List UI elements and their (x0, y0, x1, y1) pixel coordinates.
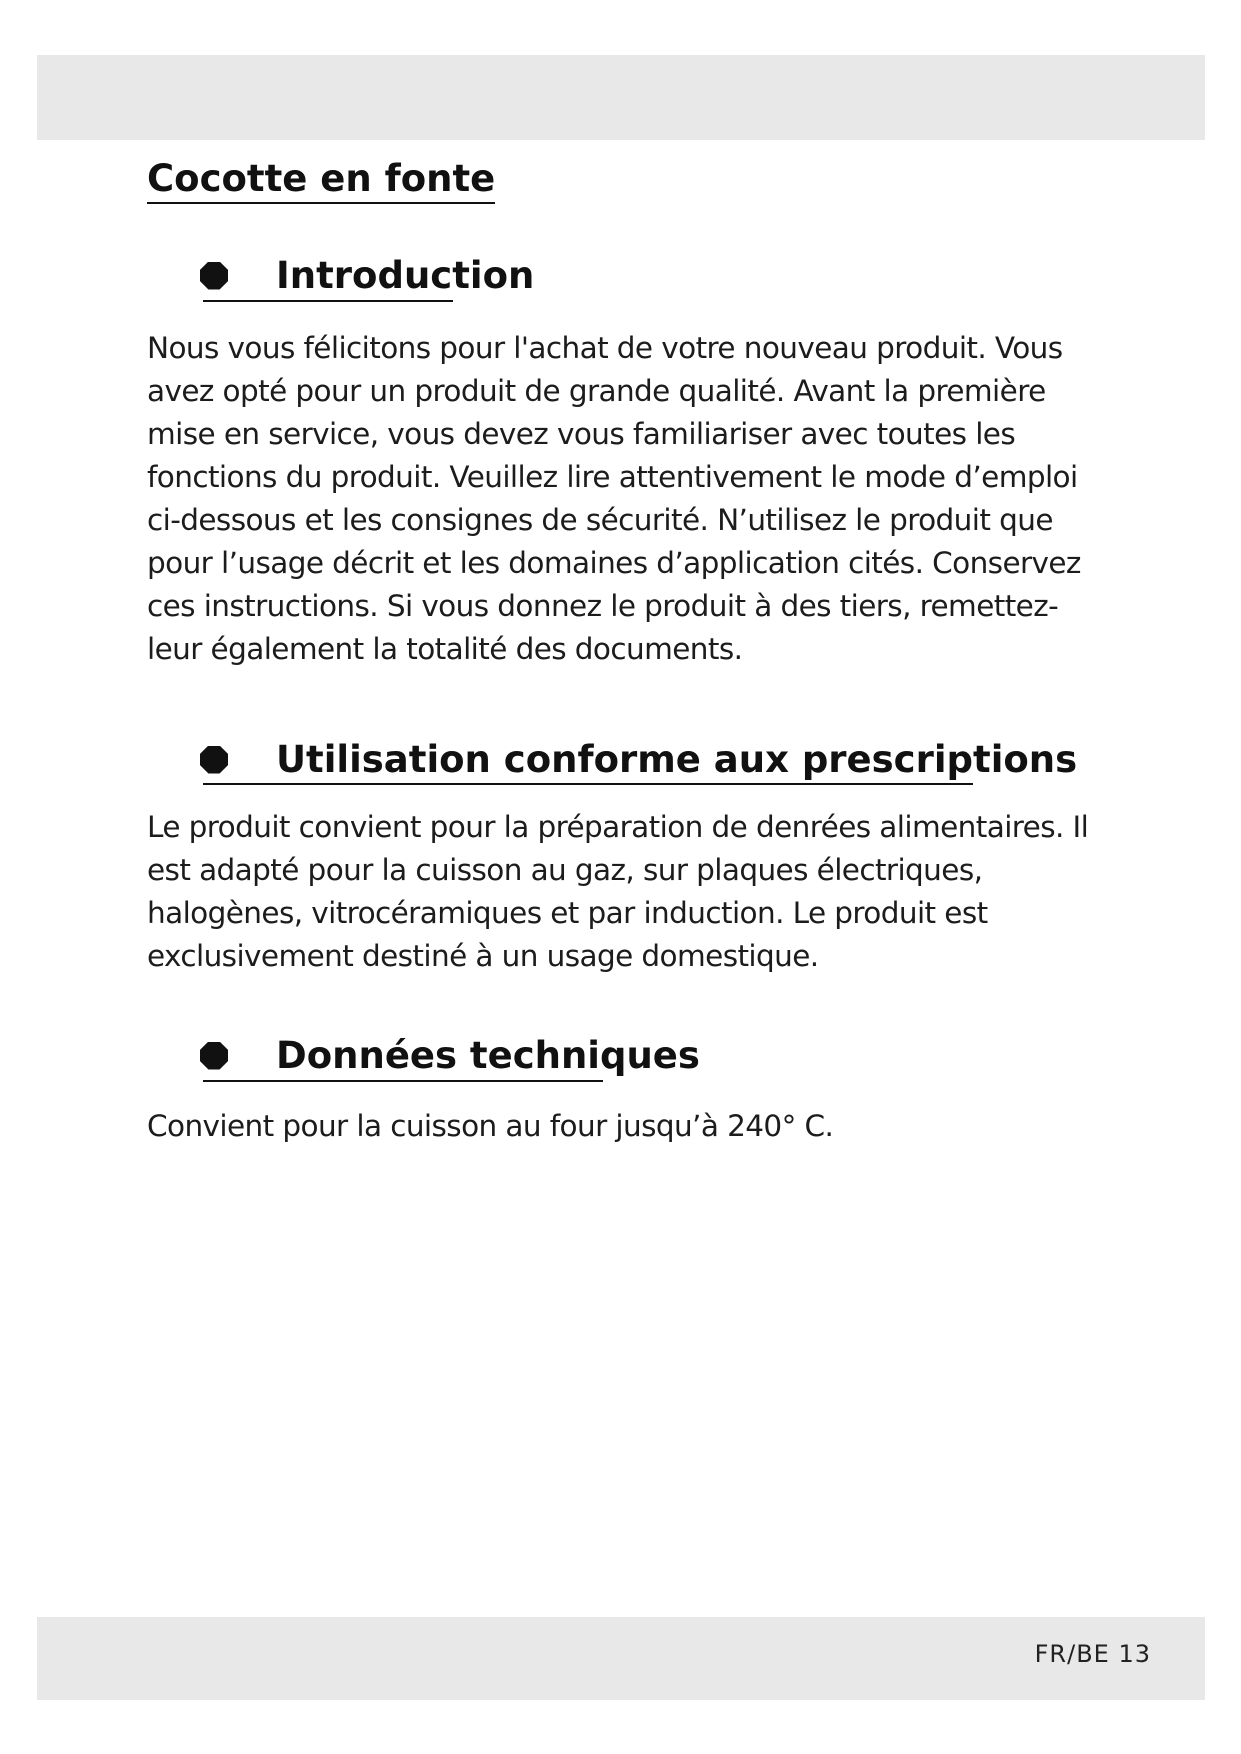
section-heading-utilisation (200, 738, 1077, 781)
heading-underline (203, 300, 453, 302)
footer-band (37, 1617, 1205, 1700)
section-text-donnees: Convient pour la cuisson au four jusqu’à 240° C. (147, 1109, 834, 1143)
page-title: Cocotte en fonte (147, 157, 495, 204)
heading-underline (203, 783, 973, 785)
section-text-utilisation: Le produit convient pour la préparation de denrées alimentaires. Il est adapté pour la cuisson au gaz, sur plaques électriques, halogènes, vitrocéramiques et par induction. Le produit est exclusivement destiné à un usage domestique. (147, 810, 1089, 973)
octagon-bullet-icon (200, 1042, 228, 1070)
section-title: Utilisation conforme aux prescriptions (276, 738, 1078, 781)
octagon-bullet-icon (200, 746, 228, 774)
section-title: Introduction (276, 254, 535, 297)
header-band (37, 55, 1205, 140)
section-heading-donnees (200, 1034, 700, 1077)
section-title: Données techniques (276, 1034, 700, 1077)
octagon-bullet-icon (200, 262, 228, 290)
section-heading-introduction (200, 254, 534, 297)
section-text-introduction: Nous vous félicitons pour l'achat de votre nouveau produit. Vous avez opté pour un produit de grande qualité. Avant la première mise en service, vous devez vous familiariser avec toutes les fonctions du produit. Veuillez lire attentivement le mode d’emploi ci-dessous et les consignes de sécurité. N’utilisez le produit que pour l’usage décrit et les domaines d’application cités. Conservez ces instructions. Si vous donnez le produit à des tiers, remettez-leur également la totalité des documents. (147, 331, 1081, 666)
page-number: FR/BE 13 (1034, 1640, 1151, 1668)
heading-underline (203, 1080, 603, 1082)
